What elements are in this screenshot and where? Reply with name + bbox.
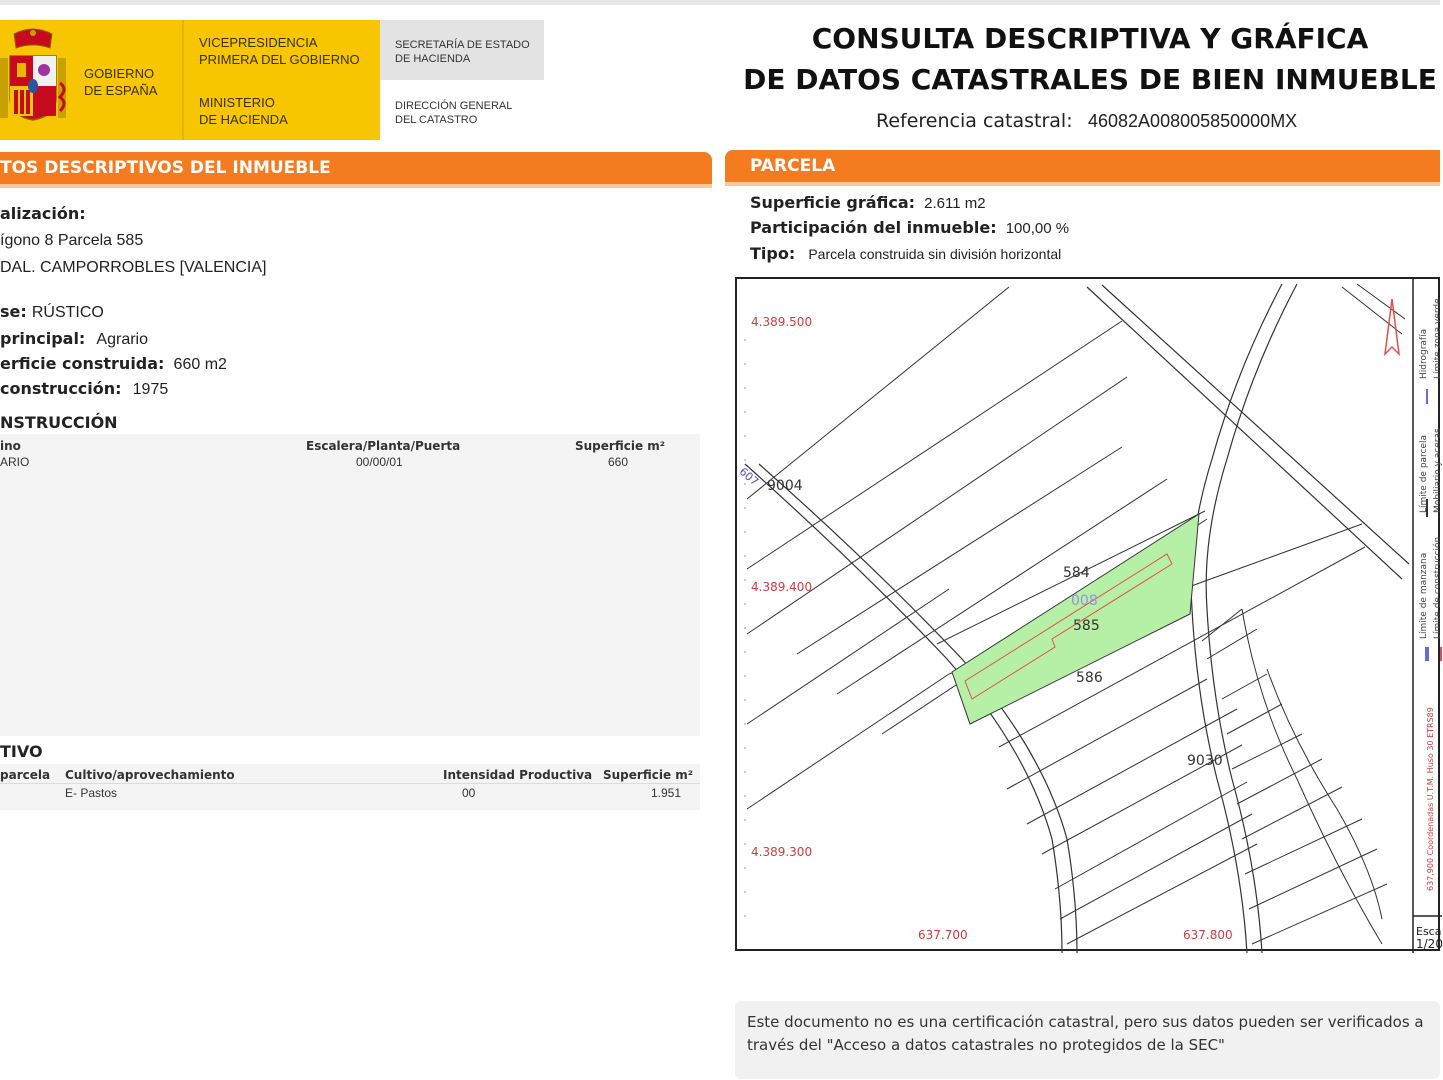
x-tick-2: 637.800 xyxy=(1183,928,1233,942)
uso-label: principal: xyxy=(0,329,86,348)
disclaimer-box xyxy=(735,1001,1440,1079)
construccion-cell-destino: ARIO xyxy=(0,455,30,469)
anio-row xyxy=(0,379,168,399)
tipo-value: Parcela construida sin división horizontal xyxy=(808,246,1062,262)
y-tick-1: 4.389.500 xyxy=(751,315,813,329)
parcel-label-584: 584 xyxy=(1063,565,1090,581)
clase-label: se: xyxy=(0,302,27,321)
address-line2: DAL. CAMPORROBLES [VALENCIA] xyxy=(0,259,267,276)
cultivo-cell-cultivo: E- Pastos xyxy=(65,786,118,800)
y-tick-3: 4.389.300 xyxy=(751,845,813,859)
document-title-line2: DE DATOS CATASTRALES DE BIEN INMUEBLE xyxy=(743,63,1437,96)
parcel-label-008: 008 xyxy=(1071,593,1098,609)
parcela-title: PARCELA xyxy=(750,156,836,176)
tipo-row xyxy=(750,244,1061,263)
clase-value: RÚSTICO xyxy=(31,304,104,321)
disclaimer-line2: través del "Acceso a datos catastrales no protegidos de la SEC" xyxy=(747,1036,1225,1054)
address-line1: ígono 8 Parcela 585 xyxy=(0,232,144,249)
construccion-col-escalera: Escalera/Planta/Puerta xyxy=(306,439,461,453)
superficie-grafica-row xyxy=(750,193,986,212)
x-tick-1: 637.700 xyxy=(918,928,968,942)
secretaria-label: SECRETARÍA DE ESTADO DE HACIENDA xyxy=(395,39,530,65)
cultivo-col-superficie: Superficie m² xyxy=(603,768,694,782)
parcel-label-586: 586 xyxy=(1076,670,1103,686)
y-tick-2: 4.389.400 xyxy=(751,580,813,594)
scale-value: 1/20 xyxy=(1416,937,1443,951)
parcel-label-585: 585 xyxy=(1073,618,1100,634)
cultivo-title: TIVO xyxy=(0,742,43,761)
uso-row xyxy=(0,329,148,349)
road-label: 607 xyxy=(736,465,762,489)
legend-limite-parcela: Límite de parcela xyxy=(1419,434,1429,513)
participacion-value: 100,00 % xyxy=(1005,220,1070,237)
superficie-label: erficie construida: xyxy=(0,354,165,373)
top-border xyxy=(0,0,1440,5)
localizacion-label: alización: xyxy=(0,204,86,223)
superficie-value: 660 m2 xyxy=(173,356,227,373)
referencia-value: 46082A008005850000MX xyxy=(1088,111,1298,131)
document-title-line1: CONSULTA DESCRIPTIVA Y GRÁFICA xyxy=(811,22,1369,55)
legend-zona-verde: Límite zona verde xyxy=(1433,298,1443,379)
anio-value: 1975 xyxy=(132,381,169,398)
legend-limite-manzana: Límite de manzana xyxy=(1419,552,1429,639)
cultivo-col-cultivo: Cultivo/aprovechamiento xyxy=(65,768,235,782)
scale-label: Esca xyxy=(1416,925,1442,938)
superficie-grafica-label: Superficie gráfica: xyxy=(750,193,916,212)
parcela-underline xyxy=(725,182,1440,186)
direccion-label: DIRECCIÓN GENERAL DEL CATASTRO xyxy=(395,100,513,126)
construccion-title: NSTRUCCIÓN xyxy=(0,413,118,432)
superficie-grafica-value: 2.611 m2 xyxy=(924,195,986,212)
legend-mobiliario: Mobiliario y aceras xyxy=(1433,428,1443,513)
coat-of-arms-icon xyxy=(0,28,72,128)
clase-row xyxy=(0,302,104,322)
referencia-label: Referencia catastral: xyxy=(876,110,1073,132)
header-underline xyxy=(0,184,712,188)
legend-limite-construccion: Límite de construcción xyxy=(1433,536,1443,639)
construccion-cell-escalera: 00/00/01 xyxy=(356,455,403,469)
cultivo-cell-intensidad: 00 xyxy=(462,786,476,800)
participacion-label: Participación del inmueble: xyxy=(750,218,997,237)
construccion-cell-superficie: 660 xyxy=(608,455,629,469)
disclaimer-line1: Este documento no es una certificación catastral, pero sus datos pueden ser verificados a xyxy=(747,1013,1424,1031)
anio-label: construcción: xyxy=(0,379,122,398)
parcela-header xyxy=(725,150,1440,182)
participacion-row xyxy=(750,218,1069,237)
map-canvas xyxy=(737,279,1442,953)
cultivo-divider xyxy=(0,783,700,784)
cultivo-col-subparcela: parcela xyxy=(0,768,51,782)
parcel-label-9004: 9004 xyxy=(767,478,803,494)
legend-hidrografia: Hidrografía xyxy=(1419,328,1429,379)
gobierno-label: GOBIERNO DE ESPAÑA xyxy=(84,66,158,98)
construccion-col-superficie: Superficie m² xyxy=(575,439,666,453)
datos-descriptivos-title: TOS DESCRIPTIVOS DEL INMUEBLE xyxy=(0,158,331,178)
ministerio-label: MINISTERIO DE HACIENDA xyxy=(199,95,288,127)
cultivo-col-intensidad: Intensidad Productiva xyxy=(443,768,593,782)
cultivo-cell-superficie: 1.951 xyxy=(651,786,682,800)
tipo-label: Tipo: xyxy=(750,244,796,263)
parcel-label-9030: 9030 xyxy=(1187,753,1223,769)
vicepresidencia-label: VICEPRESIDENCIA PRIMERA DEL GOBIERNO xyxy=(199,35,360,67)
datos-descriptivos-header xyxy=(0,152,712,184)
uso-value: Agrario xyxy=(96,331,148,348)
superficie-row xyxy=(0,354,227,374)
construccion-table xyxy=(0,434,700,736)
coordinate-note: 637,900 Coordenadas U.T.M. Huso 30 ETRS89 xyxy=(1426,707,1435,891)
cadastral-map[interactable] xyxy=(735,277,1443,951)
construccion-col-destino: ino xyxy=(0,439,21,453)
banner-divider xyxy=(182,20,184,140)
